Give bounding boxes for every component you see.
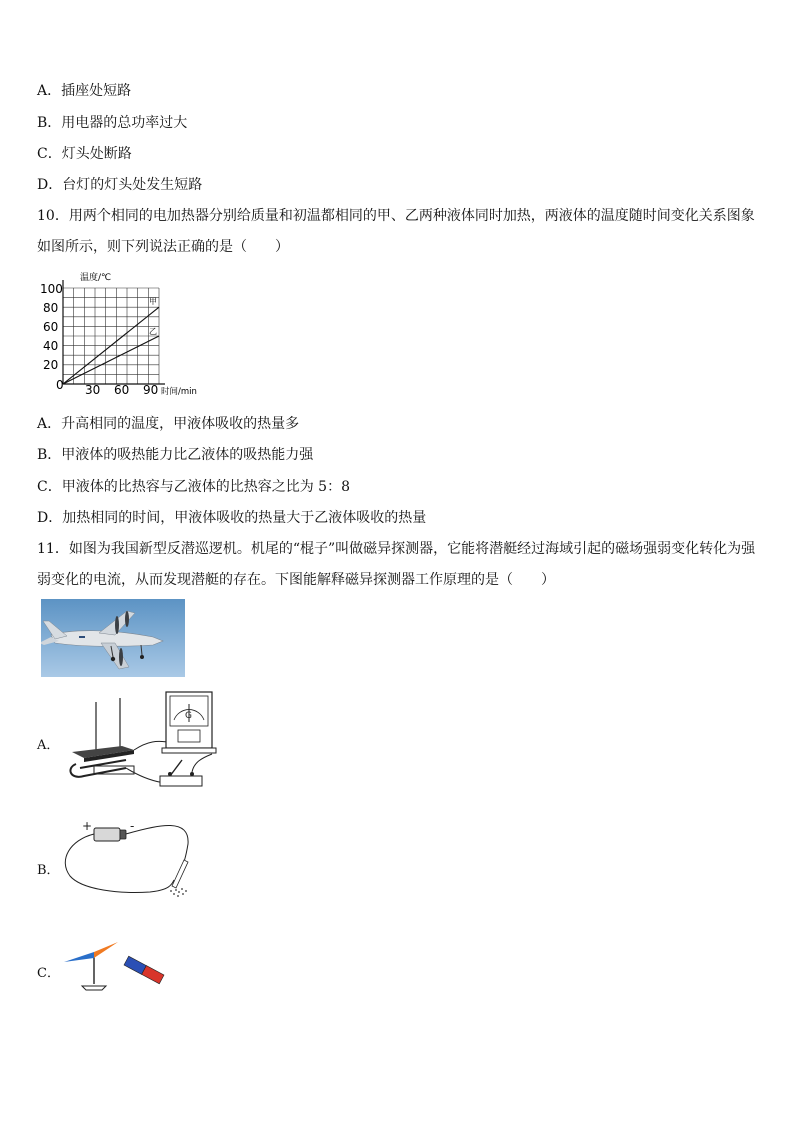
q10-stem-line1: 10．用两个相同的电加热器分别给质量和初温都相同的甲、乙两种液体同时加热，两液体的温度随时间变化关系图象 xyxy=(37,208,755,224)
chart-series-label-yi: 乙 xyxy=(149,327,157,336)
compass-and-magnet-diagram xyxy=(60,938,180,994)
chart-series-line-yi xyxy=(63,336,159,384)
q11-option-b-label: B． xyxy=(37,863,60,878)
q9-option-c: C．灯头处断路 xyxy=(37,146,132,162)
chart-x-label: 时间/min xyxy=(161,387,197,397)
patrol-aircraft-photo xyxy=(41,599,185,677)
current-magnetic-effect-diagram xyxy=(60,814,200,900)
q10-option-b: B．甲液体的吸热能力比乙液体的吸热能力强 xyxy=(37,447,314,463)
q11-option-c-label: C． xyxy=(37,966,60,981)
chart-y-tick-40: 40 xyxy=(43,339,59,353)
chart-y-label: 温度/℃ xyxy=(80,273,112,283)
chart-origin-label: 0 xyxy=(56,378,64,392)
galvanometer-g-symbol: G xyxy=(185,711,192,721)
temperature-time-chart xyxy=(28,268,208,400)
q9-option-d: D．台灯的灯头处发生短路 xyxy=(37,177,203,193)
q10-option-a: A．升高相同的温度，甲液体吸收的热量多 xyxy=(37,416,300,432)
q10-option-c: C．甲液体的比热容与乙液体的比热容之比为 5：8 xyxy=(37,479,350,495)
q9-option-b: B．用电器的总功率过大 xyxy=(37,115,188,131)
electromagnetic-induction-diagram xyxy=(62,688,222,792)
chart-y-tick-80: 80 xyxy=(43,301,59,315)
q11-option-a-label: A． xyxy=(37,738,60,753)
q9-option-a: A．插座处短路 xyxy=(37,83,132,99)
q11-stem-line1: 11．如图为我国新型反潜巡逻机。机尾的“棍子”叫做磁异探测器，它能将潜艇经过海域引起的磁场强弱变化转化为强 xyxy=(37,541,756,557)
q10-stem-line2: 如图所示，则下列说法正确的是（ ） xyxy=(37,239,289,255)
q10-option-d: D．加热相同的时间，甲液体吸收的热量大于乙液体吸收的热量 xyxy=(37,510,427,526)
chart-x-tick-60: 60 xyxy=(114,383,130,397)
chart-series-label-jia: 甲 xyxy=(149,297,157,306)
chart-x-tick-30: 30 xyxy=(85,383,101,397)
chart-y-tick-100: 100 xyxy=(40,282,63,296)
q11-stem-line2: 弱变化的电流，从而发现潜艇的存在。下图能解释磁异探测器工作原理的是（ ） xyxy=(37,572,555,588)
chart-y-tick-20: 20 xyxy=(43,358,59,372)
battery-minus-sign: - xyxy=(130,819,135,833)
battery-plus-sign: + xyxy=(82,819,93,833)
chart-y-tick-60: 60 xyxy=(43,320,59,334)
chart-x-tick-90: 90 xyxy=(143,383,159,397)
